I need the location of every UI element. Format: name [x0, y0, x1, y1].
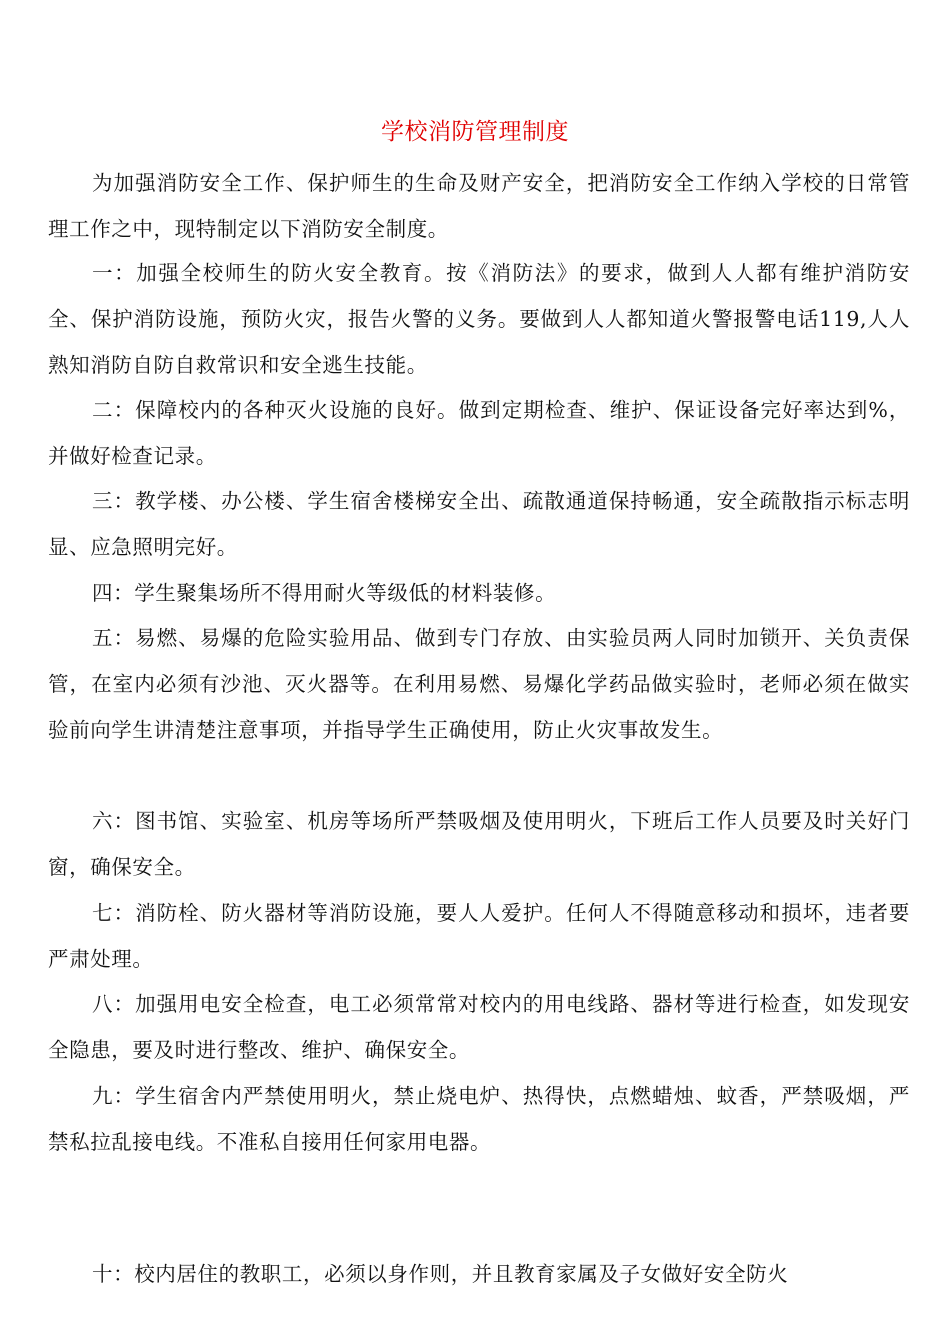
rule-item-6: 六：图书馆、实验室、机房等场所严禁吸烟及使用明火，下班后工作人员要及时关好门窗，确保安全。: [48, 809, 910, 879]
rule-item-4: 四：学生聚集场所不得用耐火等级低的材料装修。: [92, 581, 557, 605]
rule-item-8: 八：加强用电安全检查，电工必须常常对校内的用电线路、器材等进行检查，如发现安全隐患，要及时进行整改、维护、确保安全。: [48, 992, 910, 1062]
rule-item-1: 一：加强全校师生的防火安全教育。按《消防法》的要求，做到人人都有维护消防安全、保护消防设施，预防火灾，报告火警的义务。要做到人人都知道火警报警电话119,人人熟知消防自防自救常识和安全逃生技能。: [48, 261, 910, 377]
rule-item-3: 三：教学楼、办公楼、学生宿舍楼梯安全出、疏散通道保持畅通，安全疏散指示标志明显、应急照明完好。: [48, 489, 910, 559]
rule-item-5: 五：易燃、易爆的危险实验用品、做到专门存放、由实验员两人同时加锁开、关负责保管，在室内必须有沙池、灭火器等。在利用易燃、易爆化学药品做实验时，老师必须在做实验前向学生讲清楚注意事项，并指导学生正确使用，防止火灾事故发生。: [48, 626, 910, 742]
document-title: 学校消防管理制度: [381, 119, 569, 145]
rule-item-7: 七：消防栓、防火器材等消防设施，要人人爱护。任何人不得随意移动和损坏，违者要严肃处理。: [48, 901, 910, 971]
rule-item-2: 二：保障校内的各种灭火设施的良好。做到定期检查、维护、保证设备完好率达到%，并做好检查记录。: [48, 398, 910, 468]
intro-paragraph: 为加强消防安全工作、保护师生的生命及财产安全，把消防安全工作纳入学校的日常管理工作之中，现特制定以下消防安全制度。: [48, 171, 910, 241]
rule-item-10: 十：校内居住的教职工，必须以身作则，并且教育家属及子女做好安全防火: [92, 1262, 789, 1286]
rule-item-9: 九：学生宿舍内严禁使用明火，禁止烧电炉、热得快，点燃蜡烛、蚊香，严禁吸烟，严禁私拉乱接电线。不准私自接用任何家用电器。: [48, 1084, 910, 1154]
